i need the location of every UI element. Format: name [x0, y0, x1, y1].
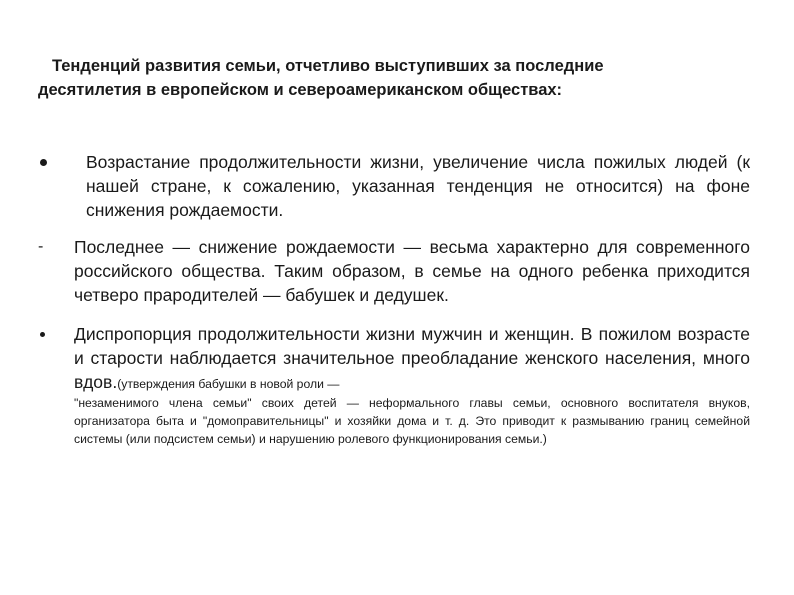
title-line-1: Тенденций развития семьи, отчетливо выступивших за последние [52, 57, 604, 75]
list-item-text: Последнее — снижение рождаемости — весьма характерно для современного российского общества. Таким образом, в семье на одного ребенка приходится четверо прародителей — бабушек и дедушек. [74, 237, 750, 305]
slide-title [38, 54, 758, 102]
list-item [38, 150, 750, 222]
bullet-dot-icon [40, 332, 45, 337]
list-item [38, 235, 750, 307]
list-item-text: Диспропорция продолжительности жизни мужчин и женщин. В пожилом возрасте и старости наблюдается значительное преобладание женского населения, много вдов. [74, 324, 750, 392]
dash-marker: - [38, 238, 44, 255]
list-item [38, 322, 750, 448]
list-item-text: Возрастание продолжительности жизни, увеличение числа пожилых людей (к нашей стране, к сожалению, указанная тенденция не относится) на фоне снижения рождаемости. [86, 152, 750, 220]
bullet-dot-icon [40, 159, 47, 166]
list-item-footnote: "незаменимого члена семьи" своих детей — неформального главы семьи, основного воспитателя внуков, организатора быта и "домоправительницы" и хозяйки дома и т. д. Это приводит к размыванию границ семейной системы (или подсистем семьи) и нарушению ролевого функционирования семьи.) [74, 396, 750, 446]
list-item-tail: (утверждения бабушки в новой роли — [117, 377, 340, 391]
title-line-2: десятилетия в европейском и североамериканском обществах: [38, 81, 563, 99]
list-item-text-wrapper [74, 322, 750, 394]
